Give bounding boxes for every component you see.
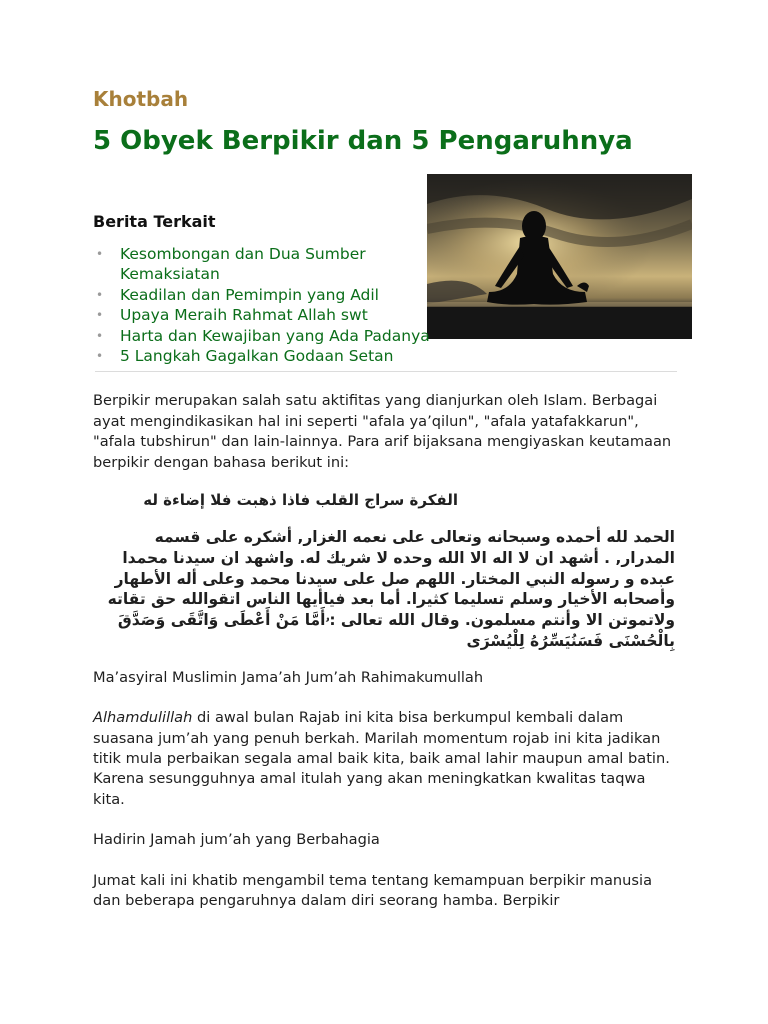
list-item: [93, 244, 433, 285]
related-link[interactable]: Upaya Meraih Rahmat Allah swt: [120, 306, 368, 325]
bullet-icon: •: [96, 287, 104, 302]
intro-paragraph: Berpikir merupakan salah satu aktifitas yang dianjurkan oleh Islam. Berbagai ayat mengindikasikan hal ini seperti "afala ya’qilun", "afala yatafakkarun", "afala tubshirun" dan lain-lainnya. Para arif bijaksana mengiyaskan keutamaan berpikir dengan bahasa berikut ini:: [93, 392, 672, 471]
bullet-icon: •: [96, 328, 104, 343]
related-list: [93, 244, 433, 366]
related-link[interactable]: Harta dan Kewajiban yang Ada Padanya: [120, 326, 430, 345]
divider: [95, 371, 677, 372]
list-item: [93, 305, 433, 325]
related-link[interactable]: Kesombongan dan Dua Sumber Kemaksiatan: [120, 245, 366, 284]
list-item: [93, 346, 433, 366]
list-item: [93, 285, 433, 305]
article-category[interactable]: Khotbah: [93, 87, 189, 111]
alhamdulillah-text: di awal bulan Rajab ini kita bisa berkumpul kembali dalam suasana jum’ah yang penuh berkah. Marilah momentum rojab ini kita jadikan titik mula perbaikan segala amal baik kita, baik amal lahir maupun amal batin. Karena sesungguhnya amal itulah yang akan meningkatkan kwalitas taqwa kita.: [93, 709, 670, 808]
list-item: [93, 326, 433, 346]
related-link[interactable]: Keadilan dan Pemimpin yang Adil: [120, 285, 379, 304]
related-heading: Berita Terkait: [93, 212, 216, 231]
related-link[interactable]: 5 Langkah Gagalkan Godaan Setan: [120, 347, 394, 366]
bullet-icon: •: [96, 308, 104, 323]
hero-image: [427, 174, 692, 339]
jumat-paragraph: Jumat kali ini khatib mengambil tema tentang kemampuan berpikir manusia dan beberapa pengaruhnya dalam diri seorang hamba. Berpikir: [93, 871, 653, 910]
bullet-icon: •: [96, 247, 104, 261]
article-title: 5 Obyek Berpikir dan 5 Pengaruhnya: [93, 126, 633, 156]
hadirin-paragraph: Hadirin Jamah jum’ah yang Berbahagia: [93, 831, 380, 849]
article: [93, 86, 678, 912]
bullet-icon: •: [96, 349, 104, 364]
arabic-quote: الفكرة سراج القلب فاذا ذهبت فلا إضاءة له: [143, 491, 458, 510]
related-news: [93, 211, 433, 366]
salutation-paragraph: Ma’asyiral Muslimin Jama’ah Jum’ah Rahimakumullah: [93, 668, 484, 686]
alhamdulillah-italic: Alhamdulillah: [93, 709, 193, 727]
arabic-opening: الحمد لله أحمده وسبحانه وتعالى على نعمه الغزار, أشكره على قسمه المدرار, . أشهد ان لا اله الا الله وحده لا شريك له. واشهد ان سيدنا محمدا عبده و رسوله النبي المختار. اللهم صل على سيدنا محمد وعلى أله الأطهار وأصحابه الأخيار وسلم تسليما كثيرا. أما بعد فياأيها الناس اتقوالله حق تقاته ولاتموتن الا وأنتم مسلمون. وقال الله تعالى :ۥأَمَّا مَنْ أَعْطَى وَاتَّقَى وَصَدَّقَ بِالْحُسْنَى فَسَنُيَسِّرُهُ لِلْيُسْرَى: [107, 528, 675, 651]
alhamdulillah-paragraph: [93, 708, 678, 810]
